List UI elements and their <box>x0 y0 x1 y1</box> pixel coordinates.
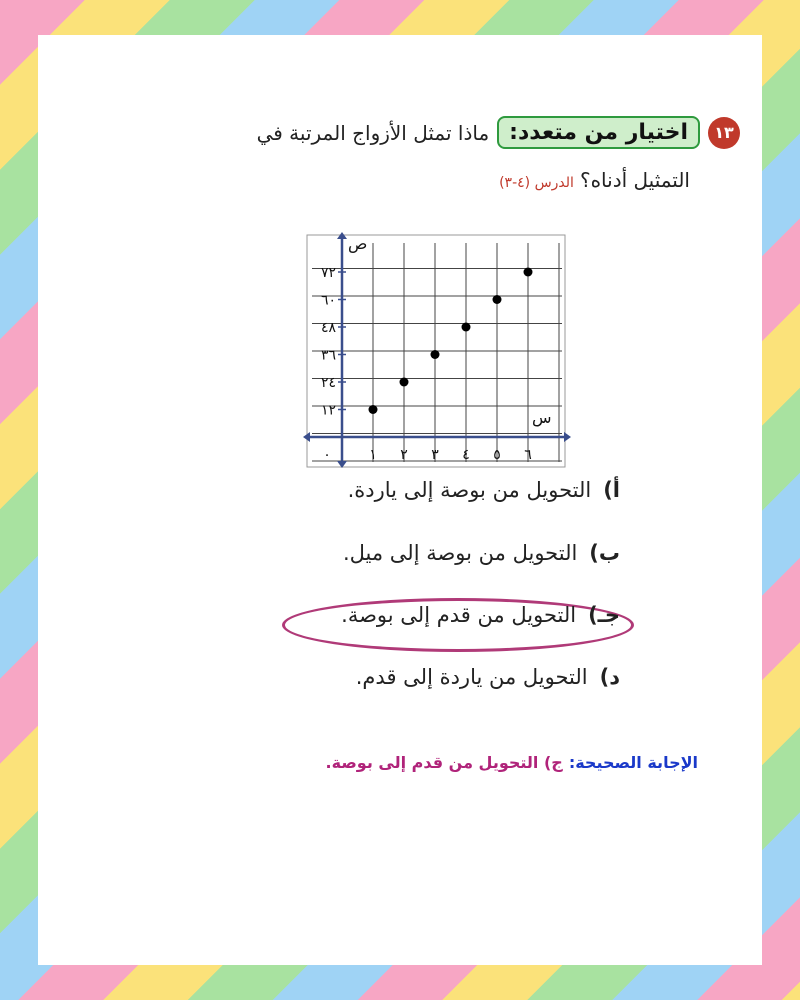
option-b-letter: ب) <box>589 541 620 565</box>
option-c[interactable] <box>341 603 620 627</box>
x-tick-label: ٥ <box>493 447 501 463</box>
question-text-line2: التمثيل أدناه؟ <box>579 168 690 192</box>
scatter-chart <box>272 205 572 470</box>
x-tick-label: ٣ <box>431 447 439 463</box>
data-point <box>431 350 440 359</box>
option-b-text: التحويل من بوصة إلى ميل. <box>342 541 578 565</box>
option-d-letter: د) <box>599 665 620 689</box>
x-tick-label: ٠ <box>323 447 331 463</box>
data-point <box>462 323 471 332</box>
x-tick-label: ٤ <box>462 447 470 463</box>
data-point <box>524 268 533 277</box>
x-axis-arrow-right <box>564 432 571 442</box>
y-tick-label: ١٢ <box>320 402 336 419</box>
x-tick-label: ٢ <box>400 447 408 463</box>
x-axis-label: س <box>532 408 552 427</box>
y-axis-label: ص <box>348 234 368 253</box>
question-header <box>257 116 740 149</box>
answer-value: ج) التحويل من قدم إلى بوصة. <box>325 753 563 772</box>
question-number: ١٣ <box>708 117 740 149</box>
option-c-text: التحويل من قدم إلى بوصة. <box>341 603 577 627</box>
correct-answer <box>326 753 698 772</box>
data-point <box>493 295 502 304</box>
y-tick-label: ٣٦ <box>320 347 336 364</box>
option-a-text: التحويل من بوصة إلى ياردة. <box>347 478 592 502</box>
option-d-text: التحويل من ياردة إلى قدم. <box>355 665 588 689</box>
answer-label: الإجابة الصحيحة: <box>568 753 698 772</box>
data-point <box>369 405 378 414</box>
option-b[interactable] <box>343 541 620 565</box>
option-a-letter: أ) <box>603 478 620 502</box>
y-tick-label: ٦٠ <box>320 292 336 309</box>
lesson-reference: الدرس (٤-٣) <box>499 175 574 191</box>
option-a[interactable] <box>348 478 620 502</box>
data-point <box>400 378 409 387</box>
y-tick-label: ٧٢ <box>320 265 336 281</box>
x-tick-label: ٦ <box>524 447 532 463</box>
option-d[interactable] <box>356 665 620 689</box>
question-type-tag: اختيار من متعدد: <box>497 116 700 149</box>
question-text-line1: ماذا تمثل الأزواج المرتبة في <box>256 120 490 145</box>
y-tick-label: ٢٤ <box>320 375 336 391</box>
question-line2 <box>499 168 690 192</box>
y-tick-label: ٤٨ <box>320 320 336 336</box>
option-c-letter: جـ) <box>588 603 620 627</box>
x-tick-label: ١ <box>369 447 377 463</box>
